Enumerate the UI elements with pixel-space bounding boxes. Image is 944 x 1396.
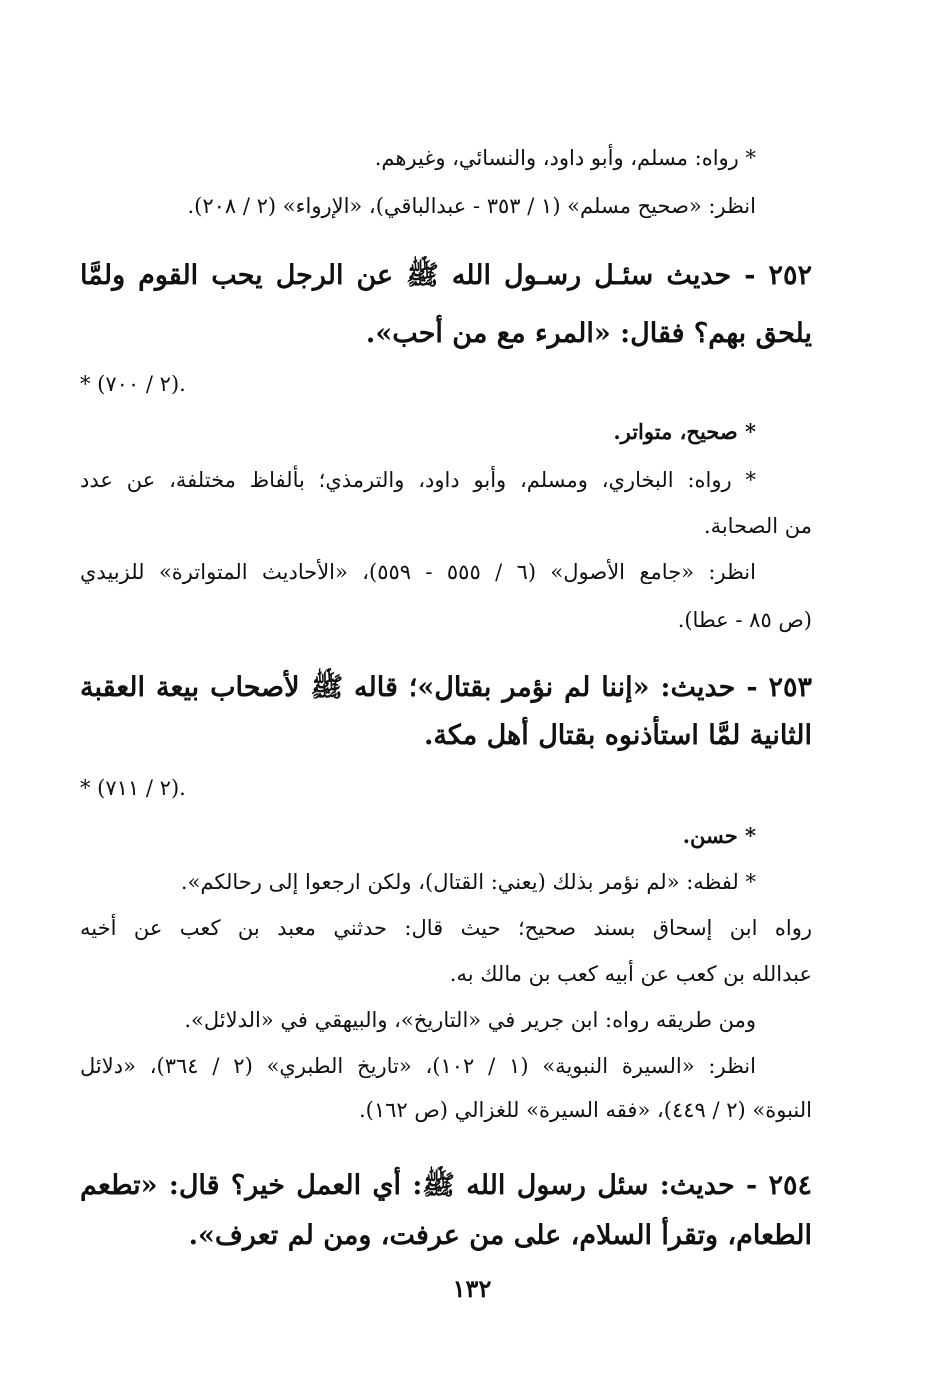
hadith-heading: ٢٥٤ - حديث: سئل رسول الله ﷺ: أي العمل خير؟ قال: «تطعم <box>80 1170 812 1201</box>
hadith-heading-continued: الطعام، وتقرأ السلام، على من عرفت، ومن لم تعرف». <box>188 1220 812 1251</box>
grading-line: * صحيح، متواتر. <box>613 419 756 444</box>
text-line: انظر: «جامع الأصول» (٦ / ٥٥٥ - ٥٥٩)، «الأحاديث المتواترة» للزبيدي <box>80 560 756 584</box>
text-line: * (٢ / ٧١١). <box>80 776 186 800</box>
text-line: * لفظه: «لم نؤمر بذلك (يعني: القتال)، ولكن ارجعوا إلى رحالكم». <box>180 870 756 894</box>
hadith-heading-continued: يلحق بهم؟ فقال: «المرء مع من أحب». <box>365 318 812 349</box>
hadith-heading-continued: الثانية لمَّا استأذنوه بقتال أهل مكة. <box>423 720 812 751</box>
text-line: * رواه: مسلم، وأبو داود، والنسائي، وغيرهم. <box>374 146 756 170</box>
hadith-heading: ٢٥٣ - حديث: «إننا لم نؤمر بقتال»؛ قاله ﷺ لأصحاب بيعة العقبة <box>80 672 812 703</box>
page-number: ١٣٢ <box>452 1274 492 1303</box>
grading-line: * حسن. <box>682 823 756 848</box>
text-line: عبدالله بن كعب عن أبيه كعب بن مالك به. <box>449 962 812 986</box>
text-line: انظر: «السيرة النبوية» (١ / ١٠٢)، «تاريخ الطبري» (٢ / ٣٦٤)، «دلائل <box>80 1054 756 1078</box>
text-line: النبوة» (٢ / ٤٤٩)، «فقه السيرة» للغزالي (ص ١٦٢). <box>358 1098 812 1122</box>
text-line: * رواه: البخاري، ومسلم، وأبو داود، والترمذي؛ بألفاظ مختلفة، عن عدد <box>80 468 756 492</box>
text-line: من الصحابة. <box>703 514 812 538</box>
text-line: (ص ٨٥ - عطا). <box>677 608 812 632</box>
text-line: انظر: «صحيح مسلم» (١ / ٣٥٣ - عبدالباقي)، «الإرواء» (٢ / ٢٠٨). <box>187 194 756 218</box>
text-line: ومن طريقه رواه: ابن جرير في «التاريخ»، والبيهقي في «الدلائل». <box>184 1008 756 1032</box>
hadith-heading: ٢٥٢ - حديث سئـل رسـول الله ﷺ عن الرجل يحب القوم ولمَّا <box>80 260 812 291</box>
text-line: رواه ابن إسحاق بسند صحيح؛ حيث قال: حدثني معبد بن كعب عن أخيه <box>80 916 812 940</box>
text-line: * (٢ / ٧٠٠). <box>80 372 186 396</box>
